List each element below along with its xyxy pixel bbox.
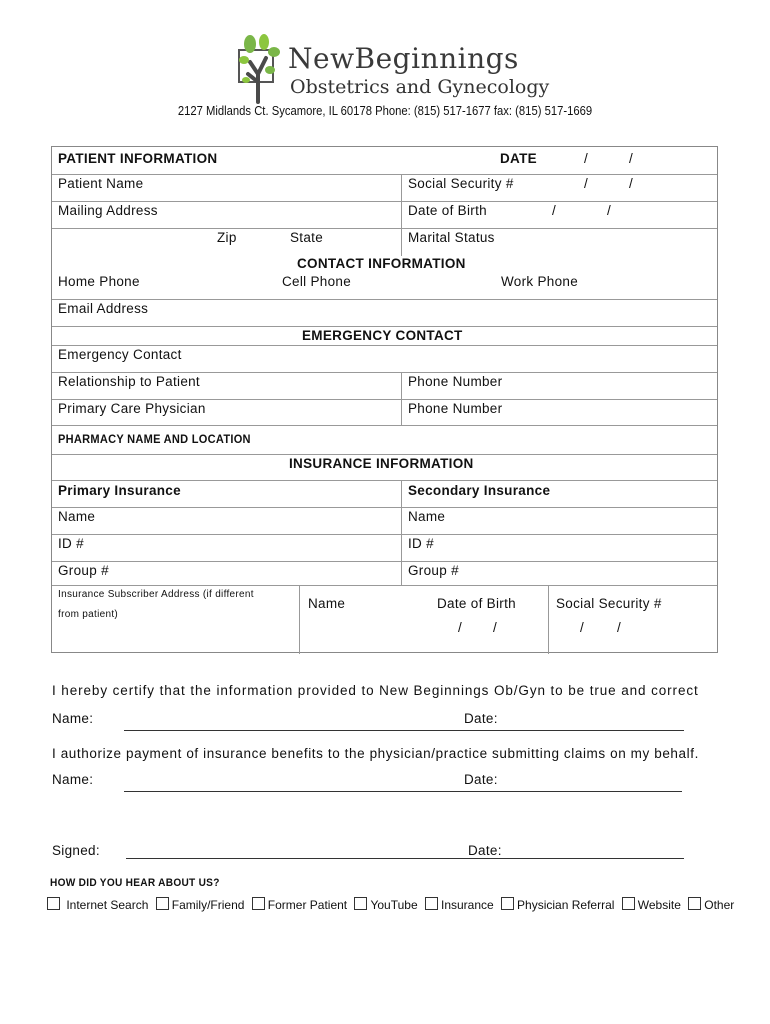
secondary-insurance-label: Secondary Insurance bbox=[408, 483, 551, 498]
secondary-id-field[interactable]: ID # bbox=[408, 536, 434, 551]
section-emergency-contact: EMERGENCY CONTACT bbox=[302, 328, 463, 343]
secondary-group-field[interactable]: Group # bbox=[408, 563, 459, 578]
patient-name-field[interactable]: Patient Name bbox=[58, 176, 144, 191]
primary-group-field[interactable]: Group # bbox=[58, 563, 109, 578]
logo bbox=[236, 34, 550, 104]
option-physician-referral[interactable]: Physician Referral bbox=[501, 897, 614, 912]
work-phone-field[interactable]: Work Phone bbox=[501, 274, 579, 289]
primary-id-field[interactable]: ID # bbox=[58, 536, 84, 551]
certify-statement: I hereby certify that the information provided to New Beginnings Ob/Gyn to be true and correct bbox=[52, 683, 699, 698]
relationship-field[interactable]: Relationship to Patient bbox=[58, 374, 200, 389]
mailing-address-field[interactable]: Mailing Address bbox=[58, 203, 158, 218]
subscriber-dob-slash-2: / bbox=[493, 620, 498, 635]
subscriber-ssn-field[interactable]: Social Security # bbox=[556, 596, 662, 611]
checkbox[interactable] bbox=[425, 897, 438, 910]
logo-name: NewBeginnings bbox=[288, 42, 519, 75]
authorize-statement: I authorize payment of insurance benefits to the physician/practice submitting claims on my behalf. bbox=[52, 746, 699, 761]
date-slash-2: / bbox=[629, 151, 634, 166]
subscriber-name-field[interactable]: Name bbox=[308, 596, 346, 611]
home-phone-field[interactable]: Home Phone bbox=[58, 274, 140, 289]
checkbox[interactable] bbox=[252, 897, 265, 910]
ssn-slash-2: / bbox=[629, 176, 634, 191]
option-insurance[interactable]: Insurance bbox=[425, 897, 494, 912]
option-former-patient[interactable]: Former Patient bbox=[252, 897, 347, 912]
authorize-name-label: Name: bbox=[52, 772, 94, 787]
checkbox[interactable] bbox=[156, 897, 169, 910]
primary-name-field[interactable]: Name bbox=[58, 509, 96, 524]
dob-field[interactable]: Date of Birth bbox=[408, 203, 487, 218]
certify-date-label: Date: bbox=[464, 711, 498, 726]
date-label: DATE bbox=[500, 151, 537, 166]
option-website[interactable]: Website bbox=[622, 897, 681, 912]
subscriber-ssn-slash-1: / bbox=[580, 620, 585, 635]
tree-icon bbox=[236, 34, 288, 104]
primary-insurance-label: Primary Insurance bbox=[58, 483, 181, 498]
checkbox[interactable] bbox=[622, 897, 635, 910]
certify-name-label: Name: bbox=[52, 711, 94, 726]
hear-about-us-title: HOW DID YOU HEAR ABOUT US? bbox=[50, 877, 220, 889]
checkbox[interactable] bbox=[688, 897, 701, 910]
subscriber-ssn-slash-2: / bbox=[617, 620, 622, 635]
patient-form bbox=[51, 146, 718, 653]
signed-label: Signed: bbox=[52, 843, 100, 858]
checkbox[interactable] bbox=[47, 897, 60, 910]
secondary-name-field[interactable]: Name bbox=[408, 509, 446, 524]
email-field[interactable]: Email Address bbox=[58, 301, 149, 316]
subscriber-dob-slash-1: / bbox=[458, 620, 463, 635]
ssn-slash-1: / bbox=[584, 176, 589, 191]
option-other[interactable]: Other bbox=[688, 897, 734, 912]
subscriber-address-label-line1: Insurance Subscriber Address (if different bbox=[58, 589, 254, 600]
cell-phone-field[interactable]: Cell Phone bbox=[282, 274, 352, 289]
practice-address: 2127 Midlands Ct. Sycamore, IL 60178 Phone: (815) 517-1677 fax: (815) 517-1669 bbox=[177, 104, 593, 118]
section-insurance-information: INSURANCE INFORMATION bbox=[289, 456, 474, 471]
logo-subtitle: Obstetrics and Gynecology bbox=[290, 76, 550, 98]
pcp-phone-field[interactable]: Phone Number bbox=[408, 401, 503, 416]
date-slash-1: / bbox=[584, 151, 589, 166]
signed-signature-line[interactable] bbox=[126, 858, 684, 859]
ssn-field[interactable]: Social Security # bbox=[408, 176, 514, 191]
option-internet-search[interactable]: Internet Search bbox=[47, 897, 148, 912]
dob-slash-1: / bbox=[552, 203, 557, 218]
checkbox[interactable] bbox=[354, 897, 367, 910]
authorize-date-label: Date: bbox=[464, 772, 498, 787]
option-youtube[interactable]: YouTube bbox=[354, 897, 417, 912]
checkbox[interactable] bbox=[501, 897, 514, 910]
option-family-friend[interactable]: Family/Friend bbox=[156, 897, 245, 912]
dob-slash-2: / bbox=[607, 203, 612, 218]
marital-status-field[interactable]: Marital Status bbox=[408, 230, 495, 245]
pcp-field[interactable]: Primary Care Physician bbox=[58, 401, 206, 416]
signed-date-label: Date: bbox=[468, 843, 502, 858]
hear-about-us-options bbox=[47, 897, 738, 912]
zip-field[interactable]: Zip bbox=[217, 230, 237, 245]
certify-signature-line[interactable] bbox=[124, 730, 684, 731]
section-patient-information: PATIENT INFORMATION bbox=[58, 151, 218, 166]
subscriber-address-label-line2: from patient) bbox=[58, 609, 119, 620]
emergency-contact-field[interactable]: Emergency Contact bbox=[58, 347, 182, 362]
emergency-phone-field[interactable]: Phone Number bbox=[408, 374, 503, 389]
pharmacy-field[interactable]: PHARMACY NAME AND LOCATION bbox=[58, 432, 251, 446]
subscriber-dob-field[interactable]: Date of Birth bbox=[437, 596, 516, 611]
section-contact-information: CONTACT INFORMATION bbox=[297, 256, 466, 271]
state-field[interactable]: State bbox=[290, 230, 324, 245]
authorize-signature-line[interactable] bbox=[124, 791, 682, 792]
